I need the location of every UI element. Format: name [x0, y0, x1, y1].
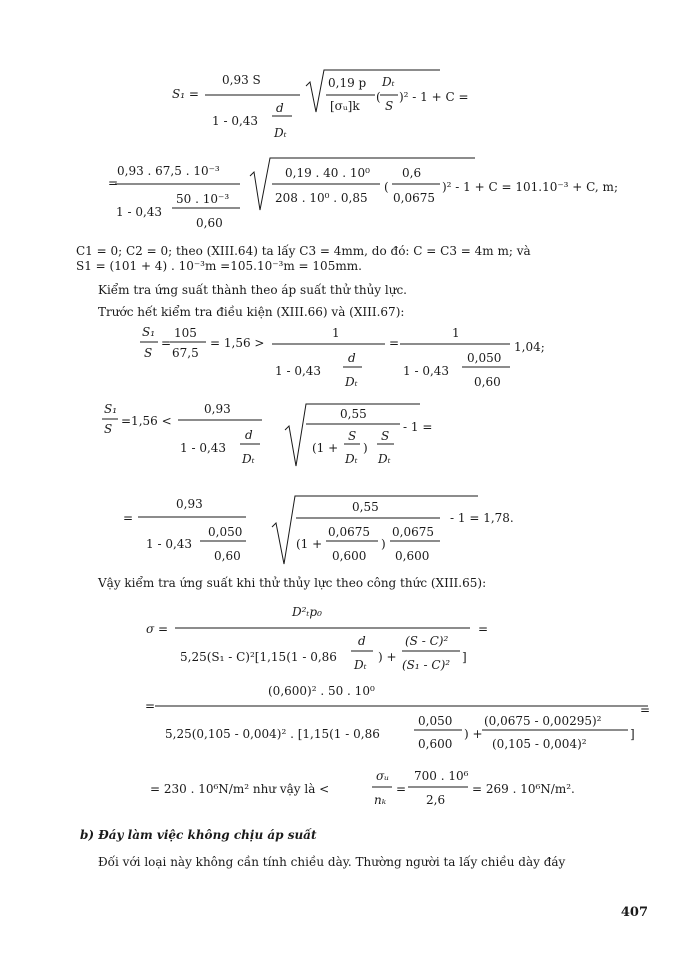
eq8-su: σᵤ	[376, 769, 389, 783]
eq6-den: 5,25(S₁ - C)²[1,15(1 - 0,86	[180, 650, 337, 664]
eq2-frac-den: 0,0675	[393, 191, 435, 205]
eq3-d: d	[348, 351, 356, 365]
eq3-lhs-num: S₁	[142, 325, 156, 339]
eq6-f-num: (S - C)²	[405, 634, 449, 648]
eq7-f-den: (0,105 - 0,004)²	[492, 737, 587, 751]
eq4-dt2: Dₜ	[378, 452, 391, 466]
eq6-close: ]	[462, 650, 467, 664]
eq4-den-a: 1 - 0,43	[180, 441, 227, 455]
eq7-f-num: (0,0675 - 0,00295)²	[484, 714, 602, 728]
equation-3	[140, 325, 545, 389]
eq3-dt: Dₜ	[345, 375, 358, 389]
first-check-conditions: Trước hết kiểm tra điều kiện (XIII.66) và (XIII.67):	[98, 305, 405, 319]
eq3-one-b: 1	[452, 326, 460, 340]
eq4-d: d	[245, 428, 253, 442]
eq8-tail: = 269 . 10⁶N/m².	[472, 782, 575, 796]
eq5-den-den: 0,60	[214, 549, 241, 563]
eq1-lhs: S₁ =	[172, 87, 199, 101]
eq2-den-num: 50 . 10⁻³	[176, 192, 230, 206]
eq1-dt: Dₜ	[274, 126, 287, 140]
eq2-num: 0,93 . 67,5 . 10⁻³	[117, 164, 220, 178]
eq5-d1: 0,600	[332, 549, 367, 563]
eq7-plus: ) +	[464, 727, 483, 741]
eq1-rad-num: 0,19 p	[328, 76, 367, 90]
equation-1	[172, 70, 469, 140]
equation-2	[108, 158, 618, 230]
eq6-tail-eq: =	[478, 622, 489, 636]
eq7-close: ]	[630, 727, 635, 741]
eq7-num: (0,600)² . 50 . 10⁰	[268, 684, 375, 698]
eq3-eq: =	[161, 336, 172, 350]
equation-5	[123, 496, 514, 564]
section-heading: b) Đáy làm việc không chịu áp suất	[80, 828, 317, 842]
eq4-s1: S	[348, 429, 357, 443]
eq3-result: 1,04;	[514, 340, 545, 354]
eq5-paren-b: )	[381, 537, 386, 551]
eq8-num: 700 . 10⁶	[414, 769, 469, 783]
eq1-open-paren: (	[376, 90, 381, 104]
equation-8	[150, 769, 575, 807]
eq2-rad-den: 208 . 10⁰ . 0,85	[275, 191, 368, 205]
eq5-eq: =	[123, 511, 134, 525]
eq5-rad-num: 0,55	[352, 500, 379, 514]
eq4-dt1: Dₜ	[345, 452, 358, 466]
equation-4	[102, 402, 432, 466]
eq5-den-num: 0,050	[208, 525, 243, 539]
eq5-num: 0,93	[176, 497, 203, 511]
eq1-rfrac-den: S	[385, 99, 394, 113]
equation-7	[145, 684, 650, 751]
eq1-rfrac-num: Dₜ	[382, 75, 395, 89]
eq2-frac-num: 0,6	[402, 166, 422, 180]
eq3-num-b: 0,050	[467, 351, 502, 365]
eq6-lhs: σ =	[146, 622, 169, 636]
eq3-den-a: 1 - 0,43	[275, 364, 322, 378]
eq2-den-a: 1 - 0,43	[116, 205, 163, 219]
eq8-den: 2,6	[426, 793, 446, 807]
eq5-n1: 0,0675	[328, 525, 370, 539]
check-stress-title: Kiểm tra ứng suất thành theo áp suất thử thủy lực.	[98, 283, 407, 297]
eq3-one-a: 1	[332, 326, 340, 340]
eq8-nk: nₖ	[374, 793, 387, 807]
eq2-den-den: 0,60	[196, 216, 223, 230]
eq1-den-a: 1 - 0,43	[212, 114, 259, 128]
eq7-eq: =	[145, 699, 156, 713]
eq6-dt: Dₜ	[354, 658, 367, 672]
eq2-tail: )² - 1 + C = 101.10⁻³ + C, m;	[442, 180, 618, 194]
eq1-rad-den: [σᵤ]k	[330, 99, 360, 113]
eq4-s2: S	[381, 429, 390, 443]
eq5-paren-a: (1 +	[296, 537, 323, 551]
eq2-eq: =	[108, 176, 119, 190]
eq1-d: d	[276, 101, 284, 115]
eq6-plus: ) +	[378, 650, 397, 664]
eq6-num: D²ₜp₀	[292, 605, 322, 619]
equation-6	[146, 605, 488, 672]
eq4-dt: Dₜ	[242, 452, 255, 466]
eq3-n105: 105	[174, 326, 197, 340]
eq4-rad-num: 0,55	[340, 407, 367, 421]
last-paragraph: Đối với loại này không cần tính chiều dày. Thường người ta lấy chiều dày đáy	[98, 855, 566, 869]
eq2-open-paren: (	[384, 180, 389, 194]
eq5-den-a: 1 - 0,43	[146, 537, 193, 551]
eq3-eq2: =	[389, 336, 400, 350]
eq1-tail: )² - 1 + C =	[399, 90, 469, 104]
eq4-val: =1,56 <	[121, 414, 172, 428]
eq6-d: d	[358, 634, 366, 648]
eq1-num: 0,93 S	[222, 73, 261, 87]
eq3-n675: 67,5	[172, 346, 199, 360]
eq7-tail-eq: =	[640, 703, 651, 717]
eq4-paren-b: )	[363, 441, 368, 455]
eq5-tail: - 1 = 1,78.	[450, 511, 514, 525]
eq4-num: 0,93	[204, 402, 231, 416]
eq7-d-num: 0,050	[418, 714, 453, 728]
eq7-d-den: 0,600	[418, 737, 453, 751]
line-s1-value: S1 = (101 + 4) . 10⁻³m =105.10⁻³m = 105mm.	[76, 259, 362, 273]
eq3-lhs-den: S	[144, 346, 153, 360]
eq4-lhs-den: S	[104, 422, 113, 436]
eq8-lead: = 230 . 10⁶N/m² như vậy là <	[150, 782, 330, 796]
eq3-val: = 1,56 >	[210, 336, 265, 350]
eq6-f-den: (S₁ - C)²	[402, 658, 451, 672]
eq7-den: 5,25(0,105 - 0,004)² . [1,15(1 - 0,86	[165, 727, 380, 741]
eq2-rad-num: 0,19 . 40 . 10⁰	[285, 166, 370, 180]
eq3-den-b: 1 - 0,43	[403, 364, 450, 378]
page-number: 407	[620, 905, 648, 920]
line-c-values: C1 = 0; C2 = 0; theo (XIII.64) ta lấy C3 = 4mm, do đó: C = C3 = 4m m; và	[76, 244, 531, 258]
eq5-d2: 0,600	[395, 549, 430, 563]
eq5-n2: 0,0675	[392, 525, 434, 539]
eq4-tail: - 1 =	[403, 420, 433, 434]
eq3-den-bb: 0,60	[474, 375, 501, 389]
eq8-eq: =	[396, 782, 407, 796]
eq4-paren-a: (1 +	[312, 441, 339, 455]
then-check-formula: Vậy kiểm tra ứng suất khi thử thủy lực theo công thức (XIII.65):	[98, 576, 487, 590]
eq4-lhs-num: S₁	[104, 402, 118, 416]
